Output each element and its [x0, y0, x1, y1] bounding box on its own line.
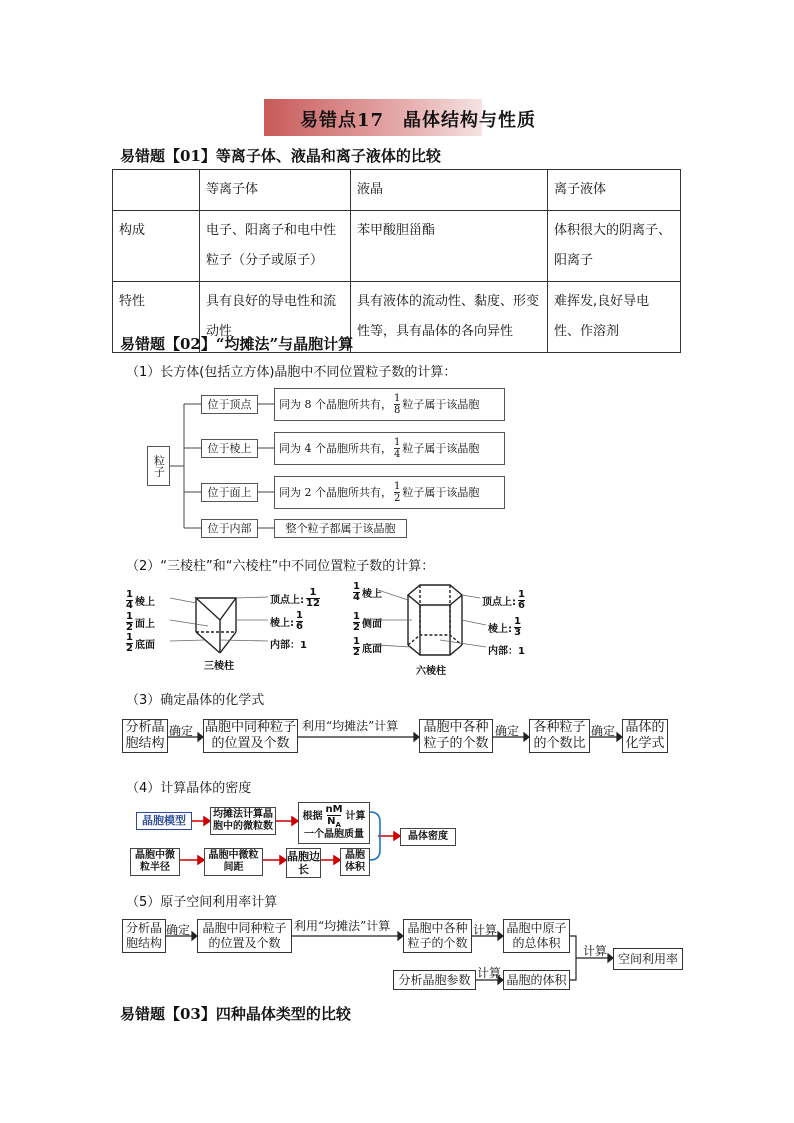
label-text: 顶点上: — [482, 597, 516, 608]
flow3-arrow-label: 利用“均摊法”计算 — [302, 719, 399, 733]
q3-heading: 易错题【03】四种晶体类型的比较 — [120, 1005, 351, 1023]
fraction-den: 2 — [353, 622, 360, 633]
flow5-box-count: 晶胞中各种粒子的个数 — [403, 919, 472, 953]
label-text: 面上 — [134, 619, 155, 630]
flow5-arrow-label: 计算 — [583, 944, 608, 958]
desc-text: 同为 8 个晶胞所共有， — [279, 397, 392, 411]
flow5-arrow-label: 计算 — [473, 923, 498, 937]
desc-face-box — [274, 476, 505, 509]
hex-name: 六棱柱 — [416, 666, 446, 677]
desc-vertex-box — [274, 388, 505, 421]
flow5-box-params: 分析晶胞参数 — [393, 970, 476, 990]
table-cell: 特性 — [113, 282, 200, 353]
fraction-den — [327, 815, 341, 829]
mass-root-text: 根据 — [302, 811, 323, 822]
table-cell: 具有液体的流动性、黏度、形变性等，具有晶体的各向异性 — [351, 282, 548, 353]
count-box: 均摊法计算晶胞中的微粒数 — [210, 807, 276, 835]
label-text: 棱上 — [361, 589, 382, 600]
hex-label-vertex: 顶点上: 1 6 — [482, 589, 525, 611]
table-cell: 电子、阳离子和电中性粒子（分子或原子） — [200, 211, 351, 282]
edge-box: 晶胞边长 — [287, 849, 320, 876]
label-text: 棱上: — [488, 624, 512, 635]
fraction-num: nM — [325, 804, 343, 815]
label-text: 侧面 — [361, 619, 382, 630]
fraction-den: 6 — [296, 621, 303, 632]
particle-box: 粒子 — [147, 446, 170, 486]
flow5-arrow-label: 利用“均摊法”计算 — [294, 919, 391, 933]
hex-label-side: 1 2 侧面 — [353, 611, 382, 633]
fraction: 1 4 — [394, 436, 401, 460]
tri-label-inner: 内部：1 — [270, 640, 307, 651]
tri-label-bottom: 1 2 底面 — [126, 632, 155, 654]
label-text: 底面 — [361, 644, 382, 655]
flow3-arrow-label: 确定 — [169, 724, 194, 738]
flow5-arrow-label: 计算 — [477, 966, 502, 980]
desc-text: 粒子属于该晶胞 — [402, 485, 480, 499]
fraction — [325, 805, 342, 829]
volume-box: 晶胞体积 — [340, 848, 370, 876]
s5-text: （5）原子空间利用率计算 — [126, 895, 278, 910]
table-cell: 等离子体 — [200, 170, 351, 211]
pos-edge-box: 位于棱上 — [201, 439, 258, 458]
table-cell: 构成 — [113, 211, 200, 282]
flow3-arrow-label: 确定 — [591, 724, 616, 738]
fraction-den: 2 — [126, 622, 133, 633]
flow5-box-total-volume: 晶胞中原子的总体积 — [503, 919, 570, 953]
mass-box — [298, 802, 370, 844]
table-cell: 离子液体 — [548, 170, 681, 211]
mass-formula-row — [302, 805, 365, 829]
desc-edge-box — [274, 432, 505, 465]
na-sub: A — [335, 821, 341, 829]
flow3-arrow-label: 确定 — [495, 724, 520, 738]
mass-text: 一个晶胞质量 — [304, 829, 364, 840]
desc-inner-box: 整个粒子都属于该晶胞 — [274, 519, 407, 538]
table-cell: 难挥发,良好导电性、作溶剂 — [548, 282, 681, 353]
desc-text: 粒子属于该晶胞 — [402, 441, 480, 455]
tri-label-vertex: 顶点上: 1 12 — [270, 587, 320, 609]
s3-text: （3）确定晶体的化学式 — [126, 693, 265, 708]
hex-label-edge-r: 棱上: 1 3 — [488, 616, 521, 638]
fraction-den: 2 — [126, 643, 133, 654]
fraction-den: 2 — [394, 492, 401, 504]
flow5-box-position: 晶胞中同种粒子的位置及个数 — [197, 919, 292, 953]
mass-calc-text: 计算 — [345, 811, 366, 822]
fraction-den: 8 — [394, 404, 401, 416]
flow3-box-ratio: 各种粒子的个数比 — [529, 719, 590, 753]
table-cell: 液晶 — [351, 170, 548, 211]
desc-text: 粒子属于该晶胞 — [402, 397, 480, 411]
na-text: N — [327, 816, 336, 827]
desc-text: 同为 2 个晶胞所共有， — [279, 485, 392, 499]
s1-text: （1）长方体(包括立方体)晶胞中不同位置粒子数的计算： — [126, 365, 457, 380]
label-text: 顶点上: — [270, 595, 304, 606]
table-cell: 体积很大的阴离子、阳离子 — [548, 211, 681, 282]
tri-label-face: 1 2 面上 — [126, 611, 155, 633]
crystal-model-box: 晶胞模型 — [136, 812, 192, 830]
label-text: 棱上: — [270, 618, 294, 629]
tri-label-edge: 1 4 棱上 — [126, 589, 155, 611]
fraction-den: 4 — [394, 448, 401, 460]
pos-inner-box: 位于内部 — [201, 519, 258, 538]
desc-text: 同为 4 个晶胞所共有， — [279, 441, 392, 455]
flow5-box-cell-volume: 晶胞的体积 — [503, 970, 570, 990]
density-box: 晶体密度 — [400, 828, 456, 846]
fraction: 1 8 — [394, 392, 401, 416]
radius-box: 晶胞中微粒半径 — [130, 848, 180, 876]
hex-label-inner: 内部：1 — [488, 646, 525, 657]
flow5-box-analyze: 分析晶胞结构 — [122, 919, 166, 953]
flow3-box-formula: 晶体的化学式 — [622, 719, 668, 753]
fraction-den: 4 — [353, 592, 360, 603]
q1-heading: 易错题【01】等离子体、液晶和离子液体的比较 — [120, 147, 441, 165]
fraction: 1 2 — [394, 480, 401, 504]
fraction-den: 12 — [306, 598, 320, 609]
table-cell: 具有良好的导电性和流动性 — [200, 282, 351, 353]
table-cell: 苯甲酸胆甾酯 — [351, 211, 548, 282]
pos-face-box: 位于面上 — [201, 483, 258, 502]
label-text: 棱上 — [134, 597, 155, 608]
flow3-box-position: 晶胞中同种粒子的位置及个数 — [204, 719, 296, 751]
pos-vertex-box: 位于顶点 — [201, 395, 258, 414]
distance-box: 晶胞中微粒间距 — [204, 848, 263, 876]
fraction-den: 2 — [353, 647, 360, 658]
flow5-box-utilization: 空间利用率 — [613, 948, 683, 970]
flow5-arrow-label: 确定 — [166, 923, 191, 937]
fraction-den: 3 — [514, 627, 521, 638]
tri-name: 三棱柱 — [204, 661, 234, 672]
hex-label-edge: 1 4 棱上 — [353, 581, 382, 603]
hex-label-bottom: 1 2 底面 — [353, 636, 382, 658]
page-title: 易错点17 晶体结构与性质 — [300, 110, 537, 131]
s4-text: （4）计算晶体的密度 — [126, 781, 252, 796]
flow3-box-count: 晶胞中各种粒子的个数 — [419, 719, 493, 753]
label-text: 底面 — [134, 640, 155, 651]
s2-text: （2）“三棱柱”和“六棱柱”中不同位置粒子数的计算： — [126, 559, 435, 574]
q2-heading: 易错题【02】“均摊法”与晶胞计算 — [120, 335, 354, 353]
flow3-box-analyze: 分析晶胞结构 — [122, 719, 168, 753]
fraction-den: 6 — [518, 600, 525, 611]
tri-label-edge-r: 棱上: 1 6 — [270, 610, 303, 632]
fraction-den: 4 — [126, 600, 133, 611]
